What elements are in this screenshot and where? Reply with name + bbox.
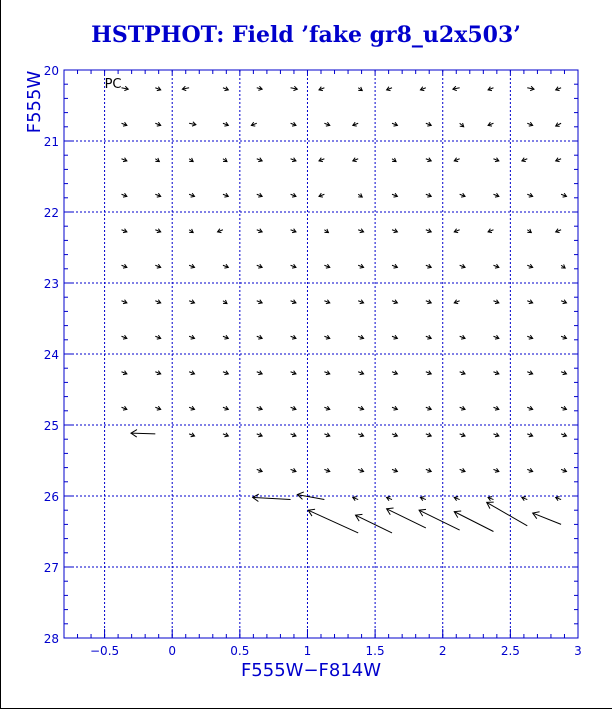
- vector-arrow: [358, 406, 363, 410]
- vector-arrow: [493, 406, 498, 410]
- vector-arrow: [223, 406, 228, 410]
- vector-arrow: [556, 87, 561, 91]
- vector-arrow: [527, 193, 532, 197]
- vector-arrow: [493, 264, 498, 268]
- vector-arrow: [387, 497, 392, 501]
- vector-arrow: [223, 433, 228, 437]
- vector-arrow: [121, 371, 126, 375]
- vector-arrow: [121, 229, 126, 233]
- vector-arrow: [324, 406, 329, 410]
- vector-arrow: [223, 158, 227, 162]
- vector-arrow: [493, 371, 498, 375]
- vector-arrow: [426, 158, 431, 162]
- vector-arrow: [324, 122, 329, 126]
- vector-arrow: [358, 193, 362, 197]
- vector-arrow: [561, 468, 566, 472]
- vector-arrow: [324, 264, 329, 268]
- vector-arrow: [189, 264, 194, 268]
- vector-arrow: [426, 371, 431, 375]
- vector-arrow: [488, 122, 493, 126]
- vector-arrow: [392, 229, 397, 233]
- grid-lines: [64, 70, 578, 638]
- vector-arrow: [556, 158, 561, 162]
- vector-arrow: [155, 264, 160, 268]
- vector-arrow: [527, 264, 532, 268]
- vector-arrow: [488, 87, 493, 91]
- vector-shaft: [533, 513, 561, 524]
- vector-arrow: [155, 300, 160, 304]
- vector-arrow: [453, 86, 460, 90]
- vector-arrow: [493, 433, 498, 437]
- vector-arrow: [358, 229, 363, 233]
- vector-arrow: [493, 468, 498, 472]
- vector-arrow: [527, 229, 531, 233]
- vector-arrow: [420, 87, 425, 91]
- vector-shaft: [131, 433, 155, 434]
- vector-arrow: [121, 193, 126, 197]
- vector-arrow: [426, 193, 431, 197]
- vector-arrow: [324, 468, 329, 472]
- vector-arrow: [533, 512, 561, 525]
- vector-arrow: [561, 433, 566, 437]
- vector-shaft: [454, 512, 493, 532]
- vector-arrow: [223, 300, 227, 304]
- vector-arrow: [426, 335, 431, 339]
- vector-arrow: [189, 300, 194, 304]
- vector-arrow: [131, 430, 155, 437]
- vector-arrow: [392, 433, 397, 437]
- vector-arrow: [419, 509, 460, 530]
- y-axis-label: F555W: [24, 70, 45, 134]
- vector-arrow: [561, 193, 566, 197]
- vector-arrow: [223, 335, 228, 339]
- vector-arrow: [488, 229, 493, 233]
- vector-arrow: [189, 193, 194, 197]
- vector-arrow: [454, 497, 459, 501]
- vector-arrow: [358, 433, 363, 437]
- vector-arrow: [392, 193, 397, 197]
- x-tick-label: 0: [168, 644, 177, 658]
- vector-arrow: [493, 335, 498, 339]
- vector-arrow: [527, 468, 532, 472]
- vector-arrow: [251, 122, 256, 126]
- vector-arrow: [223, 87, 228, 91]
- vector-arrow: [324, 335, 329, 339]
- vector-arrow: [358, 264, 363, 268]
- vector-arrow: [121, 264, 126, 268]
- vector-arrow: [257, 335, 262, 339]
- vectors: [121, 86, 566, 533]
- vector-arrow: [454, 300, 459, 304]
- vector-arrow: [223, 264, 228, 268]
- vector-arrow: [121, 122, 126, 126]
- vector-arrow: [155, 87, 160, 91]
- vector-arrow: [155, 158, 159, 162]
- vector-arrow: [527, 300, 532, 304]
- vector-arrow: [291, 158, 296, 162]
- vector-shaft: [253, 497, 291, 499]
- vector-arrow: [493, 193, 498, 197]
- vector-arrow: [291, 371, 296, 375]
- vector-arrow: [460, 468, 465, 472]
- vector-arrow: [460, 123, 464, 127]
- vector-arrow: [527, 335, 532, 339]
- vector-arrow: [556, 123, 561, 127]
- vector-arrow: [522, 497, 527, 501]
- vector-arrow: [257, 406, 262, 410]
- vector-arrow: [392, 122, 397, 126]
- vector-arrow: [257, 433, 262, 437]
- vector-arrow: [358, 335, 363, 339]
- vector-arrow: [426, 300, 431, 304]
- vector-arrow: [527, 122, 532, 126]
- y-tick-label: 20: [43, 64, 59, 78]
- vector-arrow: [392, 406, 397, 410]
- vector-arrow: [392, 468, 397, 472]
- vector-arrow: [426, 264, 431, 268]
- vector-arrow: [155, 371, 160, 375]
- vector-arrow: [460, 371, 465, 375]
- vector-arrow: [487, 502, 528, 526]
- y-tick-label: 21: [43, 135, 59, 149]
- x-axis-label: F555W−F814W: [240, 660, 382, 681]
- vector-shaft: [308, 510, 358, 533]
- vector-arrow: [460, 264, 465, 268]
- vector-arrow: [155, 229, 160, 233]
- x-tick-label: 2.5: [500, 644, 520, 658]
- vector-arrow: [387, 87, 392, 91]
- vector-arrow: [155, 193, 160, 197]
- vector-arrow: [257, 264, 262, 268]
- vector-arrow: [426, 468, 431, 472]
- x-tick-label: 0.5: [230, 644, 250, 658]
- y-tick-label: 24: [43, 348, 59, 362]
- vector-arrow: [291, 264, 296, 268]
- vector-arrow: [189, 229, 193, 233]
- vector-arrow: [257, 193, 262, 197]
- vector-arrow: [291, 193, 296, 197]
- vector-arrow: [121, 300, 126, 304]
- vector-arrow: [426, 122, 431, 126]
- vector-arrow: [556, 497, 561, 501]
- x-tick-label: 1: [303, 644, 312, 658]
- vector-arrow: [460, 433, 465, 437]
- y-tick-label: 26: [43, 490, 59, 504]
- vector-arrow: [121, 335, 126, 339]
- vector-arrow: [460, 406, 465, 410]
- vector-arrow: [218, 229, 223, 233]
- vector-shaft: [487, 502, 528, 525]
- vector-arrow: [291, 433, 296, 437]
- y-tick-label: 27: [43, 561, 59, 575]
- vector-arrow: [355, 514, 392, 533]
- vector-arrow: [392, 335, 397, 339]
- vector-arrow: [488, 497, 493, 501]
- vector-arrow: [189, 371, 194, 375]
- vector-arrow: [155, 406, 160, 410]
- x-tick-label: 1.5: [365, 644, 385, 658]
- vector-arrow: [223, 193, 228, 197]
- vector-arrow: [426, 229, 431, 233]
- vector-arrow: [155, 122, 160, 126]
- x-tick-label: 3: [574, 644, 582, 658]
- vector-arrow: [189, 335, 194, 339]
- vector-arrow: [426, 406, 431, 410]
- vector-arrow: [223, 371, 228, 375]
- y-tick-label: 22: [43, 206, 59, 220]
- vector-arrow: [353, 497, 358, 501]
- vector-arrow: [121, 406, 126, 410]
- vector-arrow: [291, 406, 296, 410]
- chart-title: HSTPHOT: Field ’fake gr8_u2x503’: [91, 22, 521, 48]
- vector-arrow: [561, 300, 566, 304]
- vector-arrow: [253, 494, 291, 501]
- vector-arrow: [257, 300, 262, 304]
- x-tick-label: 2: [438, 644, 447, 658]
- vector-arrow: [319, 193, 324, 197]
- vector-arrow: [257, 468, 262, 472]
- vector-arrow: [324, 371, 329, 375]
- vector-arrow: [353, 158, 358, 162]
- vector-arrow: [324, 300, 329, 304]
- tick-labels: [44, 64, 582, 658]
- vector-arrow: [121, 86, 128, 90]
- vector-arrow: [460, 193, 465, 197]
- vector-arrow: [556, 229, 561, 233]
- vector-arrow: [527, 433, 532, 437]
- y-tick-label: 23: [43, 277, 59, 291]
- vector-arrow: [420, 497, 425, 501]
- vector-arrow: [493, 158, 498, 162]
- vector-arrow: [561, 371, 566, 375]
- y-tick-label: 28: [43, 632, 59, 646]
- vector-arrow: [561, 264, 565, 268]
- vector-arrow: [121, 158, 126, 162]
- vector-arrow: [155, 335, 160, 339]
- vector-arrow: [291, 229, 296, 233]
- y-tick-label: 25: [43, 419, 59, 433]
- vector-arrow: [291, 122, 296, 126]
- vector-arrow: [291, 300, 296, 304]
- vector-arrow: [527, 371, 532, 375]
- vector-arrow: [392, 158, 396, 162]
- vector-arrow: [454, 511, 493, 532]
- vector-arrow: [189, 122, 196, 126]
- vector-arrow: [324, 229, 328, 233]
- vector-shaft: [355, 515, 392, 533]
- vector-arrow: [257, 229, 262, 233]
- vector-arrow: [392, 371, 397, 375]
- vector-arrow: [223, 122, 228, 126]
- vector-arrow: [257, 371, 262, 375]
- vector-arrow: [257, 158, 262, 162]
- vector-arrow: [358, 371, 363, 375]
- vector-arrow: [291, 468, 296, 472]
- vector-arrow: [319, 158, 324, 162]
- vector-arrow: [189, 406, 194, 410]
- vector-arrow: [454, 158, 459, 162]
- vector-arrow: [527, 406, 532, 410]
- vector-arrow: [460, 335, 465, 339]
- vector-arrow: [189, 433, 194, 437]
- vector-arrow: [527, 86, 534, 90]
- vector-arrow: [319, 87, 324, 91]
- vector-arrow: [358, 300, 363, 304]
- vector-arrow: [324, 433, 329, 437]
- vector-arrow: [291, 86, 298, 90]
- vector-arrow: [561, 406, 566, 410]
- vector-arrow: [392, 300, 397, 304]
- x-tick-label: −0.5: [90, 644, 120, 658]
- vector-arrow: [353, 122, 358, 126]
- vector-arrow: [358, 468, 363, 472]
- vector-arrow: [257, 86, 262, 90]
- vector-arrow: [493, 300, 498, 304]
- vector-arrow: [308, 509, 358, 533]
- vector-arrow: [561, 335, 566, 339]
- vector-arrow: [426, 433, 431, 437]
- vector-arrow: [454, 229, 459, 233]
- vector-arrow: [522, 158, 527, 162]
- vector-arrow: [291, 335, 296, 339]
- pc-annotation: PC: [104, 76, 122, 92]
- vector-arrow: [189, 158, 193, 162]
- vector-arrow: [182, 86, 189, 90]
- vector-arrow: [392, 264, 397, 268]
- vector-arrow: [358, 87, 362, 91]
